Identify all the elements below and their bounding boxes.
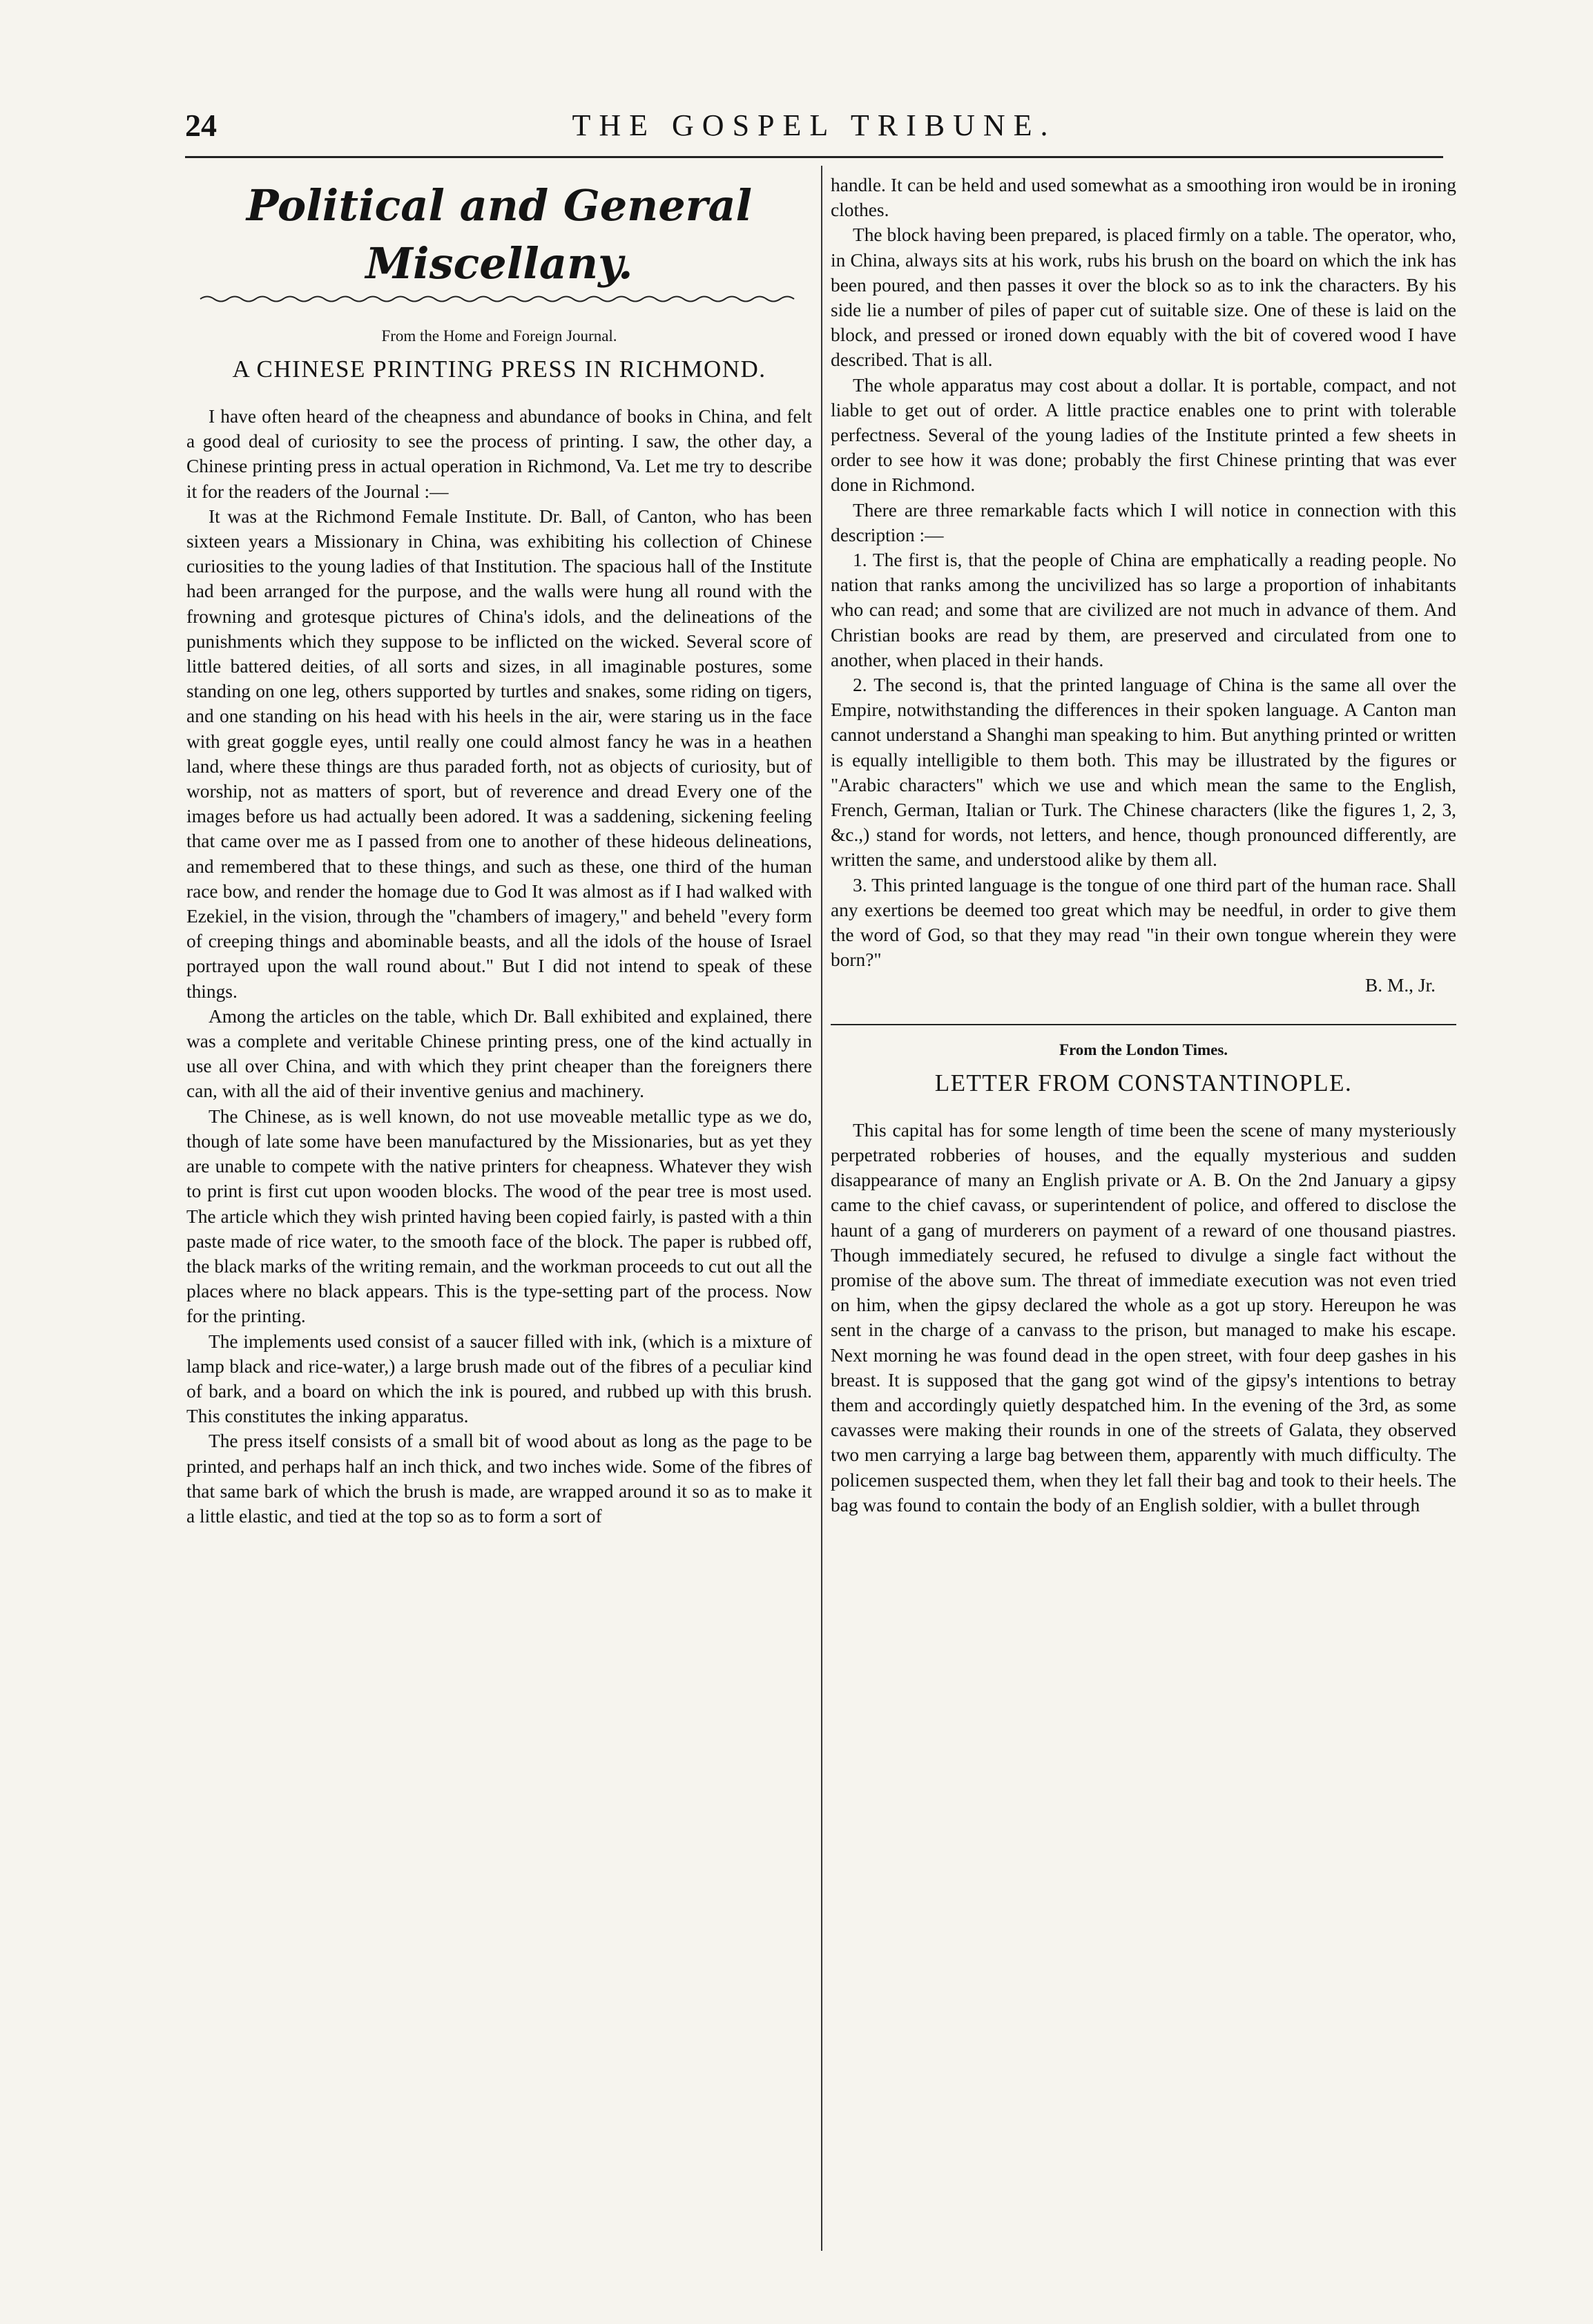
paragraph: The implements used consist of a saucer filled with ink, (which is a mixture of lamp black and rice-water,) a large brush made out of the fibres of a peculiar kind of bark, and a board on which the ink is poured, and rubbed up with this brush. This constitutes the inking apparatus. [186, 1330, 812, 1427]
paragraph: This capital has for some length of time been the scene of many mysteriously perpetrated robberies of houses, and the equally mysterious and sudden disappearance of many an English private or A. B. On the 2nd January a gipsy came to the chief cavass, or superintendent of police, and offered to disclose the haunt of a gang of murderers on payment of a reward of one thousand piastres. Though immediately secured, he refused to divulge a single fact without the promise of the above sum. The threat of immediate execution was not even tried on him, when the gipsy declared the whole as a got up story. Hereupon he was sent in the charge of a canvass to the prison, but managed to make his escape. Next morning he was found dead in the open street, with four deep gashes in his breast. It is supposed that the gang got wind of the gipsy's intentions to betray them and accordingly quietly despatched him. In the evening of the 3rd, as some cavasses were making their rounds in one of the streets of Galata, they observed two men carrying a large bag between them, apparently with much difficulty. The policemen suspected them, when they let fall their bag and took to their heels. The bag was found to contain the body of an English soldier, with a bullet through [831, 1119, 1456, 1516]
paragraph: The block having been prepared, is placed firmly on a table. The operator, who, in China, always sits at his work, rubs his brush on the board on which the ink has been poured, and then passes it over the block so as to ink the characters. By his side lie a number of piles of paper cut of suitable size. One of these is laid on the block, and pressed or ironed down equably with the bit of covered wood I have described. That is all. [831, 224, 1456, 371]
article-title: A CHINESE PRINTING PRESS IN RICHMOND. [232, 356, 766, 383]
article-source: From the London Times. [1059, 1040, 1228, 1058]
left-column [186, 173, 812, 2258]
paragraph: handle. It can be held and used somewhat as a smoothing iron would be in ironing clothes. [831, 175, 1456, 221]
paragraph: 3. This printed language is the tongue of one third part of the human race. Shall any exertions be deemed too great which may be needful, in order to give them the word of God, so that they may read "in their own tongue wherein they were born?" [831, 874, 1456, 971]
running-title: THE GOSPEL TRIBUNE. [572, 108, 1056, 142]
wavy-rule [186, 293, 812, 305]
paragraph: The Chinese, as is well known, do not use moveable metallic type as we do, though of late some have been manufactured by the Missionaries, but as yet they are unable to compete with the native printers for cheapness. Whatever they wish to print is first cut upon wooden blocks. The wood of the pear tree is most used. The article which they wish printed having been copied fairly, is pasted with a thin paste made of rice water, to the smooth face of the block. The paper is rubbed off, the black marks of the writing remain, and the workman proceeds to cut out all the places where no black appears. This is the type-setting part of the process. Now for the printing. [186, 1105, 812, 1327]
paragraph: There are three remarkable facts which I will notice in connection with this description :— [831, 499, 1456, 545]
paragraph: 2. The second is, that the printed language of China is the same all over the Empire, notwithstanding the differences in their spoken language. A Canton man cannot understand a Shanghi man speaking to him. But anything printed or written is equally intelligible to them both. This may be illustrated by the figures or "Arabic characters" which we use and which mean the same to the English, French, German, Italian or Turk. The Chinese characters (like the figures 1, 2, 3, &c.,) stand for words, not letters, and hence, though pronounced differently, are written the same, and understood alike by them all. [831, 675, 1456, 871]
paragraph: 1. The first is, that the people of China are emphatically a reading people. No nation that ranks among the uncivilized has so large a proportion of inhabitants who can read; and some that are civilized are not much in advance of them. And Christian books are read by them, are preserved and circulated from one to another, when placed in their hands. [831, 550, 1456, 670]
paragraph: Among the articles on the table, which Dr. Ball exhibited and explained, there was a complete and veritable Chinese printing press, one of the kind actually in use all over China, and with which they print cheaper than the foreigners there can, with all the aid of their inventive genius and machinery. [186, 1005, 812, 1102]
section-heading: Political and General Miscellany. [246, 180, 753, 289]
article-source: From the Home and Foreign Journal. [381, 327, 617, 345]
header-rule [185, 156, 1443, 158]
page-number: 24 [185, 108, 217, 143]
paragraph: The press itself consists of a small bit of wood about as long as the page to be printed, and perhaps half an inch thick, and two inches wide. Some of the fibres of that same bark of which the brush is made, are wrapped around it so as to make it a little elastic, and tied at the top so as to form a sort of [186, 1431, 812, 1527]
page-header [185, 105, 1443, 149]
article-separator [831, 1024, 1456, 1025]
paragraph: I have often heard of the cheapness and abundance of books in China, and felt a good deal of curiosity to see the process of printing. I saw, the other day, a Chinese printing press in actual operation in Richmond, Va. Let me try to describe it for the readers of the Journal :— [186, 406, 812, 502]
paragraph: The whole apparatus may cost about a dollar. It is portable, compact, and not liable to get out of order. A little practice enables one to print with tolerable perfectness. Several of the young ladies of the Institute printed a few sheets in order to see how it was done; probably the first Chinese printing that was ever done in Richmond. [831, 374, 1456, 496]
paragraph: It was at the Richmond Female Institute. Dr. Ball, of Canton, who has been sixteen years a Missionary in China, was exhibiting his collection of Chinese curiosities to the young ladies of that Institution. The spacious hall of the Institute had been arranged for the purpose, and the walls were hung all round with the frowning and grotesque pictures of China's idols, and the delineations of the punishments which they suppose to be inflicted on the wicked. Several score of little battered deities, of all sorts and sizes, in all imaginable postures, some standing on one leg, others supported by turtles and snakes, some riding on tigers, and one standing on his head with his heels in the air, were staring us in the face with great goggle eyes, until really one could almost fancy he was in a heathen land, where these things are thus paraded forth, not as objects of curiosity, but of worship, not as matters of sport, but of reverence and dread Every one of the images before us had actually been adored. It was a saddening, sickening feeling that came over me as I passed from one to another of these hideous delineations, and remembered that to these things, and such as these, one third of the human race bow, and render the homage due to God It was almost as if I had walked with Ezekiel, in the vision, through the "chambers of imagery," and beheld "every form of creeping things and abominable beasts, and all the idols of the house of Israel portrayed upon the wall round about." But I did not intend to speak of these things. [186, 505, 812, 1002]
signature: B. M., Jr. [1365, 974, 1436, 996]
column-divider [821, 166, 822, 2251]
right-column [831, 173, 1456, 2258]
article-title: LETTER FROM CONSTANTINOPLE. [934, 1069, 1353, 1096]
